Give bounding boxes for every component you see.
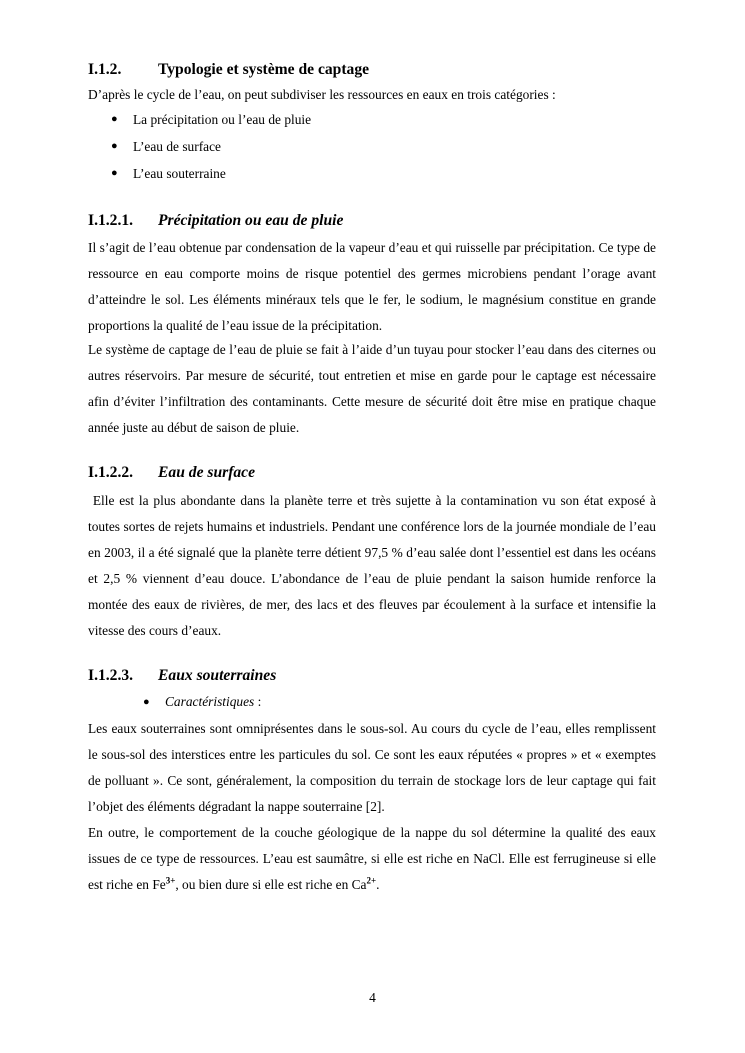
section-number: I.1.2.1. xyxy=(88,212,134,229)
section-heading-1-1-2-2 xyxy=(88,463,656,483)
section-number: I.1.2. xyxy=(88,61,122,78)
paragraph-precipitation-1: Il s’agit de l’eau obtenue par condensation de la vapeur d’eau et qui ruisselle par précipitation. Ce type de ressource en eau comporte moins de risque potentiel des germes microbiens pendant l’orage avant d’atteindre le sol. Les éléments minéraux tels que le fer, le sodium, le magnésium constitue en grande proportions la qualité de l’eau issue de la précipitation. xyxy=(88,240,656,333)
bullet-icon: ● xyxy=(111,167,118,179)
section-heading-1-1-2-1 xyxy=(88,211,656,231)
category-list xyxy=(88,106,656,187)
section-title: Typologie et système de captage xyxy=(158,61,370,78)
list-item: ● La précipitation ou l’eau de pluie xyxy=(88,106,656,133)
section-number: I.1.2.2. xyxy=(88,464,134,481)
page-number: 4 xyxy=(369,990,376,1005)
section-number: I.1.2.3. xyxy=(88,667,134,684)
superscript-charge: 3+ xyxy=(165,875,176,886)
section-heading-1-1-2-3 xyxy=(88,666,656,686)
section-title: Eau de surface xyxy=(158,464,256,481)
bullet-icon: ● xyxy=(111,113,118,125)
section-title: Eaux souterraines xyxy=(158,667,277,684)
bullet-icon: ● xyxy=(143,696,150,708)
paragraph-surface-water: Elle est la plus abondante dans la planète terre et très sujette à la contamination vu son état exposé à toutes sortes de rejets humains et industriels. Pendant une conférence lors de la journée mondiale de l’eau en 2003, il a été signalé que la planète terre détient 97,5 % d’eau salée dont l’essentiel est dans les océans et 2,5 % viennent d’eau douce. L’abondance de l’eau de pluie pendant la saison humide renforce la montée des eaux de rivières, de mer, des lacs et des fleuves par écoulement à la surface et intensifie la vitesse des cours d’eaux. xyxy=(88,493,656,638)
paragraph-groundwater-1: Les eaux souterraines sont omniprésentes dans le sous-sol. Au cours du cycle de l’eau, elles remplissent le sous-sol des interstices entre les particules du sol. Ce sont les eaux réputées « propres » et « exemptes de polluant ». Ce sont, généralement, la composition du terrain de stockage lors de leur captage qui fait l’objet des éléments dégradant la nappe souterraine [2]. xyxy=(88,721,656,814)
paragraph-groundwater-2: En outre, le comportement de la couche géologique de la nappe du sol détermine la qualité des eaux issues de ce type de ressources. L’eau est saumâtre, si elle est riche en NaCl. Elle est ferrugineuse si elle est riche en $Fe^{3+}$, ou bien dure si elle est riche en $Ca^{2+}$. xyxy=(88,825,656,892)
section-title: Précipitation ou eau de pluie xyxy=(158,212,344,229)
list-item: ● L’eau de surface xyxy=(88,133,656,160)
document-page xyxy=(88,60,656,898)
paragraph-precipitation-2: Le système de captage de l’eau de pluie se fait à l’aide d’un tuyau pour stocker l’eau dans des citernes ou autres réservoirs. Par mesure de sécurité, tout entretien et mise en garde pour le captage est nécessaire afin d’éviter l’infiltration des contaminants. Cette mesure de sécurité doit être mise en pratique chaque année juste au début de saison de pluie. xyxy=(88,342,656,435)
list-item: ● L’eau souterraine xyxy=(88,160,656,187)
section-heading-1-1-2 xyxy=(88,60,656,80)
characteristics-item: ● Caractéristiques : xyxy=(88,690,656,714)
superscript-charge: 2+ xyxy=(366,875,377,886)
intro-paragraph: D’après le cycle de l’eau, on peut subdiviser les ressources en eaux en trois catégories : xyxy=(88,87,556,102)
bullet-icon: ● xyxy=(111,140,118,152)
